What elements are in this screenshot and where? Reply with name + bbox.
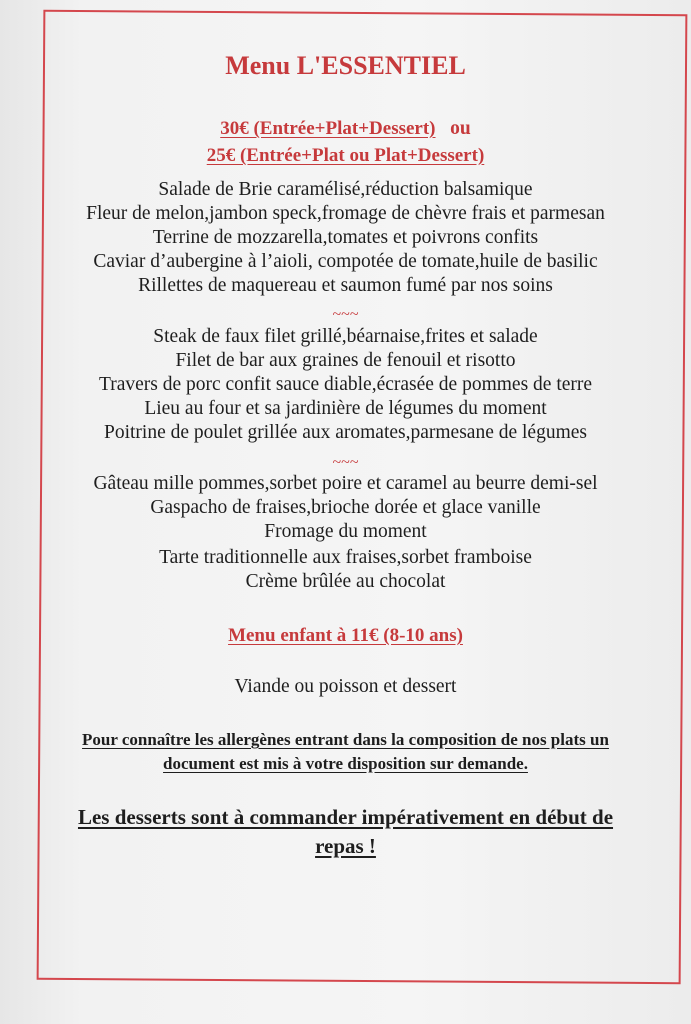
allergen-notice-line-1: Pour connaître les allergènes entrant dans la composition de nos plats un <box>82 730 609 749</box>
dessert-item: Gaspacho de fraises,brioche dorée et glace vanille <box>150 497 541 518</box>
starter-item: Terrine de mozzarella,tomates et poivrons confits <box>152 227 539 248</box>
starter-item: Salade de Brie caramélisé,réduction balsamique <box>158 179 533 200</box>
main-item: Filet de bar aux graines de fenouil et risotto <box>175 350 516 371</box>
price-line-1 <box>0 117 691 141</box>
section-separator: ~~~ <box>332 454 359 471</box>
starter-item: Rillettes de maquereau et saumon fumé par nos soins <box>138 275 553 296</box>
kids-menu-description: Viande ou poisson et dessert <box>234 676 457 697</box>
section-separator: ~~~ <box>332 306 359 323</box>
dessert-order-note-line-1: Les desserts sont à commander impérativement en début de <box>77 805 614 829</box>
price-or: ou <box>450 118 471 139</box>
allergen-notice-line-2: document est mis à votre disposition sur demande. <box>163 754 528 773</box>
dessert-item: Tarte traditionnelle aux fraises,sorbet framboise <box>159 547 532 568</box>
dessert-item: Fromage du moment <box>264 521 427 542</box>
starter-item: Caviar d’aubergine à l’aioli, compotée de tomate,huile de basilic <box>93 251 598 272</box>
main-item: Lieu au four et sa jardinière de légumes du moment <box>144 398 547 419</box>
price-full: 30€ (Entrée+Plat+Dessert) <box>220 118 436 139</box>
price-line-2: 25€ (Entrée+Plat ou Plat+Dessert) <box>206 145 485 166</box>
dessert-item: Crème brûlée au chocolat <box>245 571 446 592</box>
dessert-order-note-line-2: repas ! <box>315 834 376 858</box>
dessert-item: Gâteau mille pommes,sorbet poire et caramel au beurre demi-sel <box>93 473 598 494</box>
main-item: Travers de porc confit sauce diable,écrasée de pommes de terre <box>98 374 593 395</box>
main-item: Steak de faux filet grillé,béarnaise,frites et salade <box>153 326 538 347</box>
main-item: Poitrine de poulet grillée aux aromates,parmesane de légumes <box>104 422 587 443</box>
starter-item: Fleur de melon,jambon speck,fromage de chèvre frais et parmesan <box>86 203 605 224</box>
kids-menu-title: Menu enfant à 11€ (8-10 ans) <box>228 625 463 646</box>
menu-title: Menu L'ESSENTIEL <box>225 51 466 80</box>
